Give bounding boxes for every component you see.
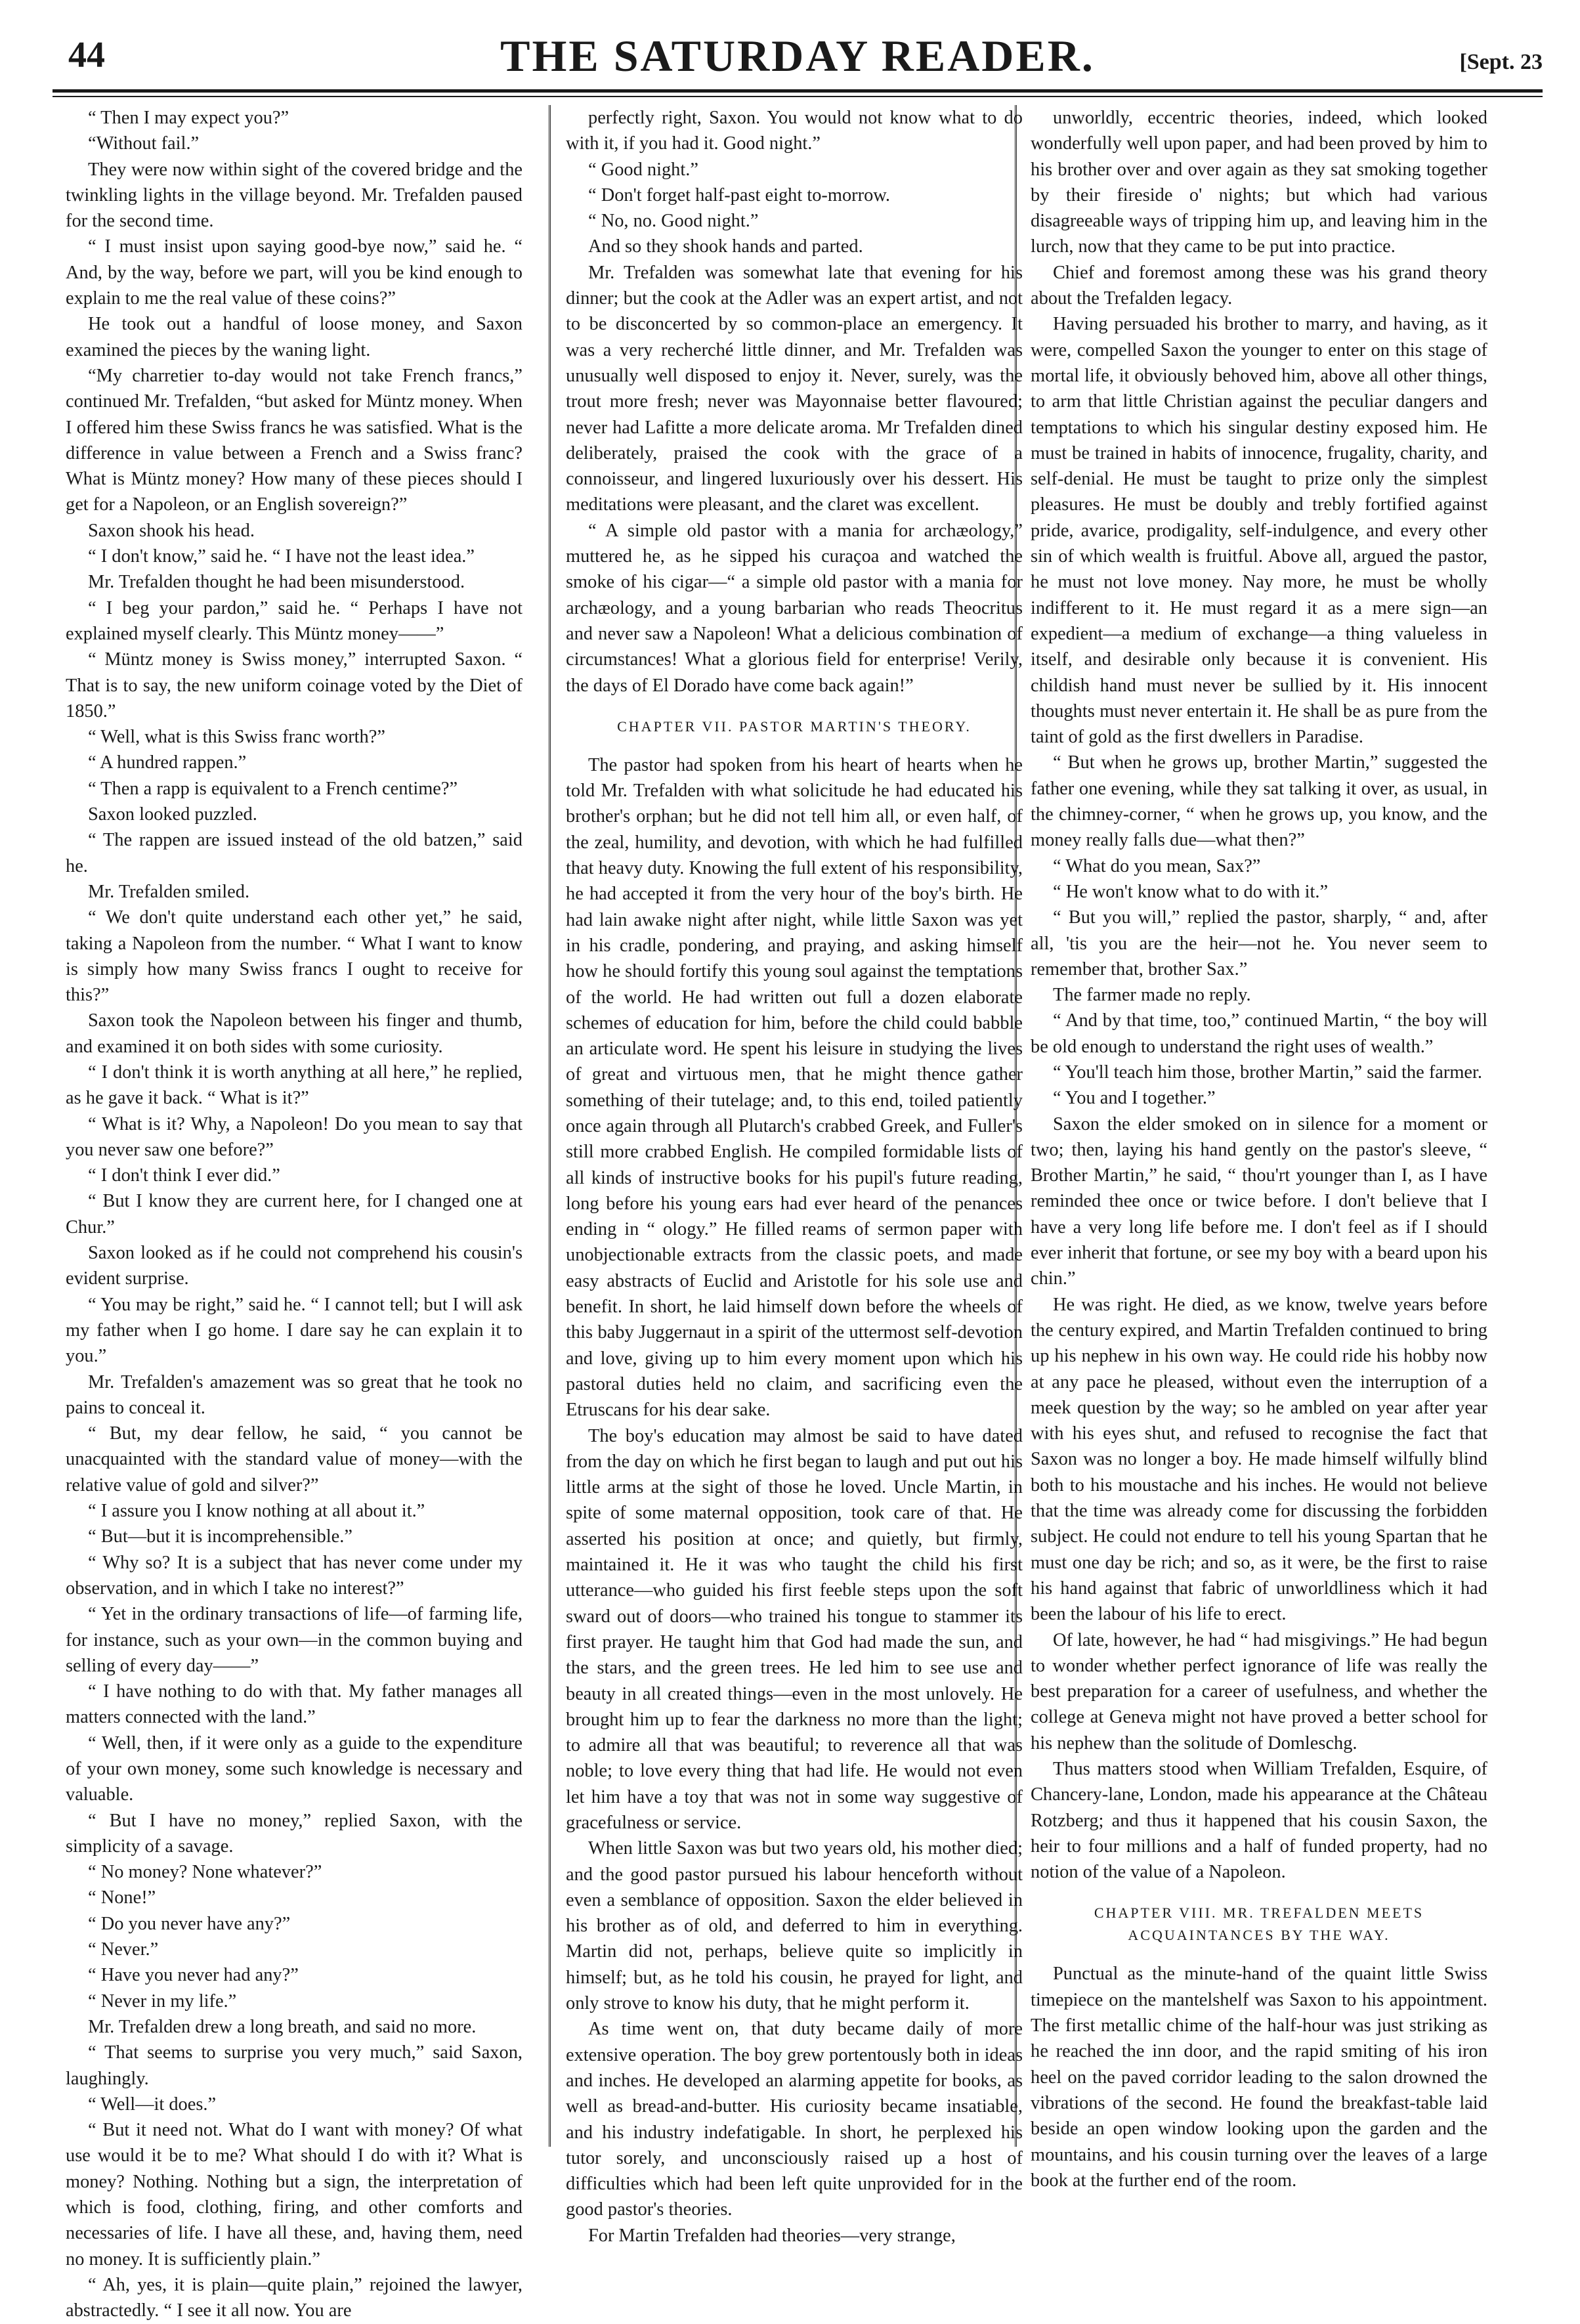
- paragraph: “ Well—it does.”: [88, 2094, 217, 2115]
- paragraph: “ That seems to surprise you very much,” said Saxon, laughingly.: [66, 2042, 523, 2089]
- header-rule: [53, 89, 1543, 93]
- paragraph: “My charretier to-day would not take French francs,” continued Mr. Trefalden, “but asked for Müntz money. When I offered him these Swiss francs he was satisfied. What is the difference in value between a French and a Swiss franc? What is Müntz money? How many of these pieces should I get for a Napoleon, or an English sovereign?”: [66, 365, 523, 515]
- paragraph: “ We don't quite understand each other yet,” he said, taking a Napoleon from the number. “ What I want to know is simply how many Swiss francs I ought to receive for this?”: [66, 907, 523, 1006]
- paragraph: They were now within sight of the covered bridge and the twinkling lights in the village beyond. Mr. Trefalden paused for the second time.: [66, 159, 523, 232]
- paragraph: “ I don't know,” said he. “ I have not the least idea.”: [88, 546, 475, 567]
- paragraph: “ Then I may expect you?”: [88, 108, 289, 128]
- paragraph: Mr. Trefalden's amazement was so great that he took no pains to conceal it.: [66, 1371, 523, 1418]
- paragraph: The boy's education may almost be said to have dated from the day on which he first began to laugh and put out his little arms at the sight of those he loved. Uncle Martin, in spite of some maternal opposition, took care of that. He asserted his position at once; and quietly, but firmly, maintained it. He it was who taught the child his first utterance—who guided his first feeble steps upon the soft sward out of doors—who trained his tongue to stammer its first prayer. He taught him that God had made the sun, and the stars, and the green trees. He led him to see use and beauty in all created things—even in the most unlovely. He brought him up to fear the darkness no more than the light; to admire all that was beautiful; to reverence all that was noble; to love every thing that had life. He would not even let him have a toy that was not in some way suggestive of gracefulness or service.: [566, 1425, 1023, 1833]
- paragraph: “ You may be right,” said he. “ I cannot tell; but I will ask my father when I go home. I dare say he can explain it to you.”: [66, 1294, 523, 1367]
- paragraph: “ But, my dear fellow, he said, “ you cannot be unacquainted with the standard value of money—with the relative value of gold and silver?”: [66, 1423, 523, 1496]
- paragraph: “ None!”: [88, 1887, 156, 1908]
- paragraph: As time went on, that duty became daily of more extensive operation. The boy grew portentously both in ideas and inches. He developed an alarming appetite for books, as well as bread-and-butter. His curiosity became insatiable, and his industry indefatigable. In short, he perplexed his tutor sorely, and unconsciously raised up a host of difficulties which had been left quite unprovided for in the good pastor's theories.: [566, 2019, 1023, 2220]
- paragraph: “ Müntz money is Swiss money,” interrupted Saxon. “ That is to say, the new uniform coinage voted by the Diet of 1850.”: [66, 649, 523, 721]
- paragraph: “ I don't think it is worth anything at all here,” he replied, as he gave it back. “ What is it?”: [66, 1062, 523, 1109]
- paragraph: “ Never in my life.”: [88, 1990, 237, 2012]
- paragraph: “ A simple old pastor with a mania for archæology,” muttered he, as he sipped his curaçoa and watched the smoke of his cigar—“ a simple old pastor with a mania for archæology, and a young barbarian who reads Theocritus and never saw a Napoleon! What a delicious combination of circumstances! What a glorious field for enterprise! Verily, the days of El Dorado have come back again!”: [566, 520, 1023, 696]
- paragraph: “ I beg your pardon,” said he. “ Perhaps I have not explained myself clearly. This Müntz money——”: [66, 597, 523, 644]
- paragraph: The pastor had spoken from his heart of hearts when he told Mr. Trefalden with what solicitude he had educated his brother's orphan; but he did not tell him all, or even half, of the zeal, humility, and devotion, with which he had fulfilled that heavy duty. Knowing the full extent of his responsibility, he had accepted it from the very hour of the boy's birth. He had lain awake night after night, while little Saxon was yet in his cradle, pondering, and praying, and asking himself how he should fortify this young soul against the temptations of the world. He had written out full a dozen elaborate schemes of education for him, before the child could babble an articulate word. He spent his leisure in studying the lives of great and virtuous men, that he might thence gather something of their tutelage; and, to this end, toiled patiently once again through all Plutarch's crabbed Greek, and Fuller's still more crabbed English. He compiled formidable lists of all kinds of instructive books for his pupil's future reading, long before his young ears had ever heard of the penances ending in “ ology.” He filled reams of sermon paper with unobjectionable extracts from the classic poets, and made easy abstracts of Euclid and Aristotle for his sole use and benefit. In short, he laid himself down before the wheels of this baby Juggernaut in a spirit of the uttermost self-devotion and love, giving up to him every moment upon which his pastoral duties held no claim, and sacrificing even the Etruscans for his dear sake.: [566, 754, 1023, 1421]
- paragraph: “ You'll teach him those, brother Martin,” said the farmer.: [1053, 1062, 1482, 1083]
- paragraph: “ What is it? Why, a Napoleon! Do you mean to say that you never saw one before?”: [66, 1113, 523, 1160]
- paragraph: The farmer made no reply.: [1053, 985, 1251, 1006]
- chapter-heading: CHAPTER VIII. MR. TREFALDEN MEETS ACQUAINTANCES BY THE WAY.: [1094, 1904, 1424, 1944]
- paragraph: “ What do you mean, Sax?”: [1053, 855, 1261, 876]
- paragraph: “ Don't forget half-past eight to-morrow.: [588, 184, 891, 205]
- paragraph: “ Then a rapp is equivalent to a French centime?”: [88, 778, 458, 799]
- paragraph: “ I must insist upon saying good-bye now,” said he. “ And, by the way, before we part, will you be kind enough to explain to me the real value of these coins?”: [66, 236, 523, 309]
- paragraph: And so they shook hands and parted.: [588, 236, 863, 257]
- paragraph: “ Ah, yes, it is plain—quite plain,” rejoined the lawyer, abstractedly. “ I see it all now. You are: [66, 2274, 523, 2321]
- paragraph: Saxon the elder smoked on in silence for a moment or two; then, laying his hand gently on the pastor's sleeve, “ Brother Martin,” he said, “ thou'rt younger than I, as I have reminded thee once or twice before. I don't believe that I have a very long life before me. I don't feel as if I should ever inherit that fortune, or see my boy with a beard upon his chin.”: [1031, 1113, 1487, 1289]
- column-divider: [549, 105, 551, 2147]
- paragraph: “ But I have no money,” replied Saxon, with the simplicity of a savage.: [66, 1810, 523, 1857]
- paragraph: Having persuaded his brother to marry, and having, as it were, compelled Saxon the younger to enter on this stage of mortal life, it obviously behoved him, above all other things, to arm that little Christian against the peculiar dangers and temptations to which his singular destiny exposed him. He must be trained in habits of innocence, frugality, charity, and self-denial. He must be taught to prize only the simplest pleasures. He must be doubly and trebly fortified against pride, avarice, prodigality, self-indulgence, and every other sin of which wealth is fruitful. Above all, argued the pastor, he must not love money. Nay more, he must be wholly indifferent to it. He must regard it as a mere sign—an expedient—a medium of exchange—a thing valueless in itself, and desirable only because it is convenient. His childish hand must never be sullied by it. His innocent thoughts must never entertain it. He shall be as pure from the taint of gold as the first dwellers in Paradise.: [1031, 314, 1487, 748]
- paragraph: “ I have nothing to do with that. My father manages all matters connected with the land.”: [66, 1681, 523, 1728]
- paragraph: Mr. Trefalden thought he had been misunderstood.: [88, 572, 465, 593]
- paragraph: Mr. Trefalden smiled.: [88, 881, 250, 902]
- paragraph: unworldly, eccentric theories, indeed, which looked wonderfully well upon paper, and had been proved by him to his brother over and over again as they sat smoking together by their fireside o' nights; but which had various disagreeable ways of tripping him up, and leaving him in the lurch, now that they came to be put into practice.: [1031, 108, 1487, 257]
- paragraph: Thus matters stood when William Trefalden, Esquire, of Chancery-lane, London, made his appearance at the Château Rotzberg; and thus it happened that his cousin Saxon, the heir to four millions and a half of funded property, had no notion of the value of a Napoleon.: [1031, 1759, 1487, 1883]
- paragraph: “ No, no. Good night.”: [588, 211, 759, 232]
- page-header: [53, 29, 1543, 81]
- paragraph: “ And by that time, too,” continued Martin, “ the boy will be old enough to understand the right uses of wealth.”: [1031, 1010, 1487, 1057]
- paragraph: “ Yet in the ordinary transactions of life—of farming life, for instance, such as your own—in the common buying and selling of every day——”: [66, 1604, 523, 1676]
- paragraph: “ You and I together.”: [1053, 1088, 1216, 1109]
- chapter-heading: CHAPTER VII. PASTOR MARTIN'S THEORY.: [617, 718, 971, 735]
- paragraph: Saxon shook his head.: [88, 520, 255, 541]
- paragraph: “ The rappen are issued instead of the old batzen,” said he.: [66, 830, 523, 876]
- paragraph: “Without fail.”: [88, 133, 200, 154]
- issue-date: [Sept. 23: [1459, 50, 1543, 74]
- column-3: [1031, 105, 1487, 2191]
- paragraph: For Martin Trefalden had theories—very strange,: [588, 2225, 956, 2246]
- page-number: 44: [68, 35, 105, 75]
- paragraph: Mr. Trefalden drew a long breath, and said no more.: [88, 2016, 477, 2037]
- paragraph: “ Why so? It is a subject that has never come under my observation, and in which I take no interest?”: [66, 1552, 523, 1599]
- paragraph: Mr. Trefalden was somewhat late that evening for his dinner; but the cook at the Adler was an expert artist, and not to be disconcerted by so common-place an emergency. It was a very recherché little dinner, and Mr. Trefalden was unusually well disposed to enjoy it. Never, surely, was the trout more fresh; never was Mayonnaise better flavoured; never had Lafitte a more delicate aroma. Mr Trefalden dined deliberately, praised the cook with the grace of a connoisseur, and lingered luxuriously over his dessert. His meditations were pleasant, and the claret was excellent.: [566, 262, 1023, 515]
- paragraph: He took out a handful of loose money, and Saxon examined the pieces by the waning light.: [66, 314, 523, 360]
- masthead-title: THE SATURDAY READER.: [500, 31, 1095, 81]
- paragraph: When little Saxon was but two years old, his mother died; and the good pastor pursued his labour henceforth without even a semblance of opposition. Saxon the elder believed in his brother as of old, and deferred to him in everything. Martin did not, perhaps, believe quite so implicitly in himself; but, as he told his cousin, he prayed for light, and only strove to know his duty, that he might perform it.: [566, 1838, 1023, 2014]
- paragraph: “ But—but it is incomprehensible.”: [88, 1526, 352, 1547]
- paragraph: “ A hundred rappen.”: [88, 752, 247, 773]
- paragraph: “ I don't think I ever did.”: [88, 1165, 280, 1186]
- paragraph: “ Do you never have any?”: [88, 1913, 291, 1934]
- column-2: [566, 105, 1023, 2246]
- paragraph: “ But when he grows up, brother Martin,” suggested the father one evening, while they sat talking it over, as usual, in the chimney-corner, “ when he grows up, you know, and the money really falls due—what then?”: [1031, 752, 1487, 851]
- paragraph: Of late, however, he had “ had misgivings.” He had begun to wonder whether perfect ignorance of life was really the best preparation for a career of usefulness, and whether the college at Geneva might not have proved a better school for his nephew than the solitude of Domleschg.: [1031, 1629, 1487, 1754]
- paragraph: “ Have you never had any?”: [88, 1965, 299, 1986]
- paragraph: “ Well, then, if it were only as a guide to the expenditure of your own money, some such knowledge is necessary and valuable.: [66, 1732, 523, 1805]
- paragraph: “ Never.”: [88, 1939, 159, 1960]
- paragraph: “ But I know they are current here, for I changed one at Chur.”: [66, 1191, 523, 1237]
- paragraph: Punctual as the minute-hand of the quaint little Swiss timepiece on the mantelshelf was Saxon to his appointment. The first metallic chime of the half-hour was just striking as he reached the inn door, and the rapid smiting of his iron heel on the paved corridor leading to the salon drowned the vibrations of the second. He found the breakfast-table laid beside an open window looking upon the garden and the mountains, and his cousin turning over the leaves of a large book at the further end of the room.: [1031, 1964, 1487, 2191]
- column-divider: [1015, 105, 1017, 2147]
- paragraph: Saxon looked puzzled.: [88, 804, 257, 825]
- paragraph: Saxon took the Napoleon between his finger and thumb, and examined it on both sides with some curiosity.: [66, 1010, 523, 1057]
- paragraph: “ He won't know what to do with it.”: [1053, 881, 1329, 902]
- paragraph: “ Good night.”: [588, 159, 698, 180]
- paragraph: perfectly right, Saxon. You would not know what to do with it, if you had it. Good night.”: [566, 108, 1023, 154]
- paragraph: “ But it need not. What do I want with money? Of what use would it be to me? What should I do with it? What is money? Nothing. Nothing but a sign, the interpretation of which is food, clothing, firing, and other comforts and necessaries of life. I have all these, and, having them, need no money. It is sufficiently plain.”: [66, 2120, 523, 2270]
- column-1: [66, 105, 523, 2321]
- paragraph: “ Well, what is this Swiss franc worth?”: [88, 727, 385, 748]
- header-rule-thin: [53, 96, 1543, 97]
- paragraph: “ I assure you I know nothing at all about it.”: [88, 1501, 425, 1522]
- paragraph: “ But you will,” replied the pastor, sharply, “ and, after all, 'tis you are the heir—not he. You never seem to remember that, brother Sax.”: [1031, 907, 1487, 979]
- paragraph: Saxon looked as if he could not comprehend his cousin's evident surprise.: [66, 1243, 523, 1289]
- paragraph: He was right. He died, as we know, twelve years before the century expired, and Martin Trefalden continued to bring up his nephew in his own way. He could ride his hobby now at any pace he pleased, without even the interruption of a meek question by the way; so he ambled on year after year with his eyes shut, and refused to recognise the fact that Saxon was no longer a boy. He made himself wilfully blind both to his moustache and his inches. He would not believe that the time was already come for discussing the forbidden subject. He could not endure to tell his young Spartan that he must one day be rich; and so, as it were, be the first to raise his hand against that fabric of unworldliness which it had been the labour of his life to erect.: [1031, 1294, 1487, 1625]
- paragraph: “ No money? None whatever?”: [88, 1862, 322, 1883]
- paragraph: Chief and foremost among these was his grand theory about the Trefalden legacy.: [1031, 262, 1487, 309]
